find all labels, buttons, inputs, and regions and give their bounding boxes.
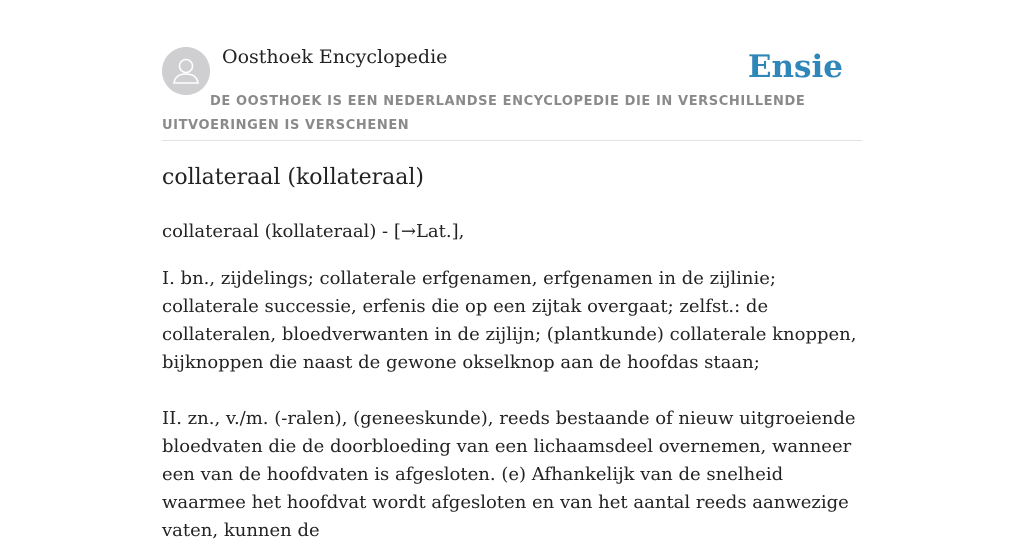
page-container <box>162 0 862 541</box>
entry-title: collateraal (kollateraal) <box>162 165 424 190</box>
entry-content <box>162 163 862 545</box>
ensie-logo-link[interactable]: Ensie <box>747 49 843 85</box>
site-tagline: DE OOSTHOEK IS EEN NEDERLANDSE ENCYCLOPEDIE DIE IN VERSCHILLENDE UITVOERINGEN IS VERSCHENEN <box>162 94 806 133</box>
entry-subtitle: collateraal (kollateraal) - [→Lat.], <box>162 221 465 242</box>
entry-paragraph: I. bn., zijdelings; collaterale erfgenamen, erfgenamen in de zijlinie; collaterale successie, erfenis die op een zijtak overgaat; zelfst.: de collateralen, bloedverwanten in de zijlijn; (plantkunde) collaterale knoppen, bijknoppen die naast de gewone okselknop aan de hoofdas staan; <box>162 268 857 373</box>
entry-paragraph: II. zn., v./m. (-ralen), (geneeskunde), reeds bestaande of nieuw uitgroeiende bloedvaten die de doorbloeding van een lichaamsdeel overnemen, wanneer een van de hoofdvaten is afgesloten. (e) Afhankelijk van de snelheid waarmee het hoofdvat wordt afgesloten en van het aantal reeds aanwezige vaten, kunnen de <box>162 408 856 541</box>
site-header <box>162 0 862 141</box>
site-title[interactable]: Oosthoek Encyclopedie <box>222 46 448 68</box>
user-avatar-icon[interactable] <box>162 47 210 95</box>
